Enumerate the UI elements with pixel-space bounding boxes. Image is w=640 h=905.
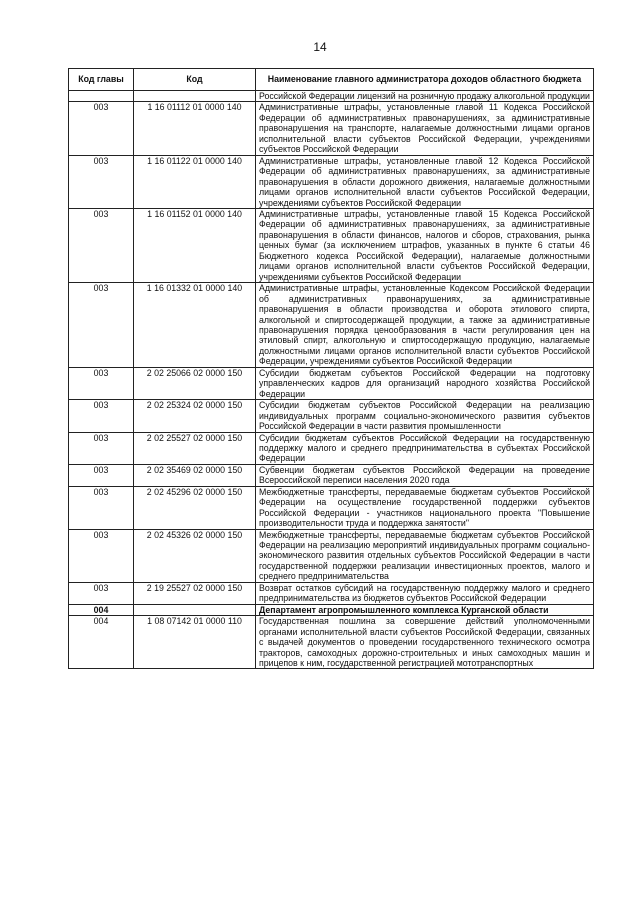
cell-name: Субсидии бюджетам субъектов Российской Федерации на подготовку управленческих кадров для организаций народного хозяйства Российской Федерации (256, 367, 594, 399)
table-row (69, 529, 594, 582)
cell-name: Административные штрафы, установленные главой 15 Кодекса Российской Федерации об административных правонарушениях, за административные правонарушения в области финансов, налогов и сборов, страхования, рынка ценных бумаг (за исключением штрафов, указанных в пункте 6 статьи 46 Бюджетного кодекса Российской Федерации), налагаемые должностными лицами органов исполнительной власти субъектов Российской Федерации, учреждениями субъектов Российской Федерации (256, 208, 594, 282)
cell-code: 1 08 07142 01 0000 110 (134, 616, 256, 669)
page-number: 14 (313, 40, 327, 54)
table-row (69, 486, 594, 529)
table-body (69, 91, 594, 669)
cell-head-code: 004 (69, 604, 134, 615)
cell-head-code: 003 (69, 102, 134, 155)
cell-code: 2 02 45326 02 0000 150 (134, 529, 256, 582)
table-row (69, 367, 594, 399)
table-row (69, 283, 594, 368)
cell-head-code: 003 (69, 464, 134, 486)
cell-head-code: 003 (69, 400, 134, 432)
cell-head-code: 003 (69, 582, 134, 604)
cell-code (134, 91, 256, 102)
cell-head-code: 003 (69, 486, 134, 529)
table-row (69, 616, 594, 669)
cell-code: 2 02 25324 02 0000 150 (134, 400, 256, 432)
cell-name: Административные штрафы, установленные главой 11 Кодекса Российской Федерации об административных правонарушениях, за административные правонарушения на транспорте, налагаемые должностными лицами органов исполнительной власти субъектов Российской Федерации, учреждениями субъектов Российской Федерации (256, 102, 594, 155)
cell-head-code: 003 (69, 208, 134, 282)
cell-name: Государственная пошлина за совершение действий уполномоченными органами исполнительной власти субъектов Российской Федерации, связанных с выдачей документов о проведении государственного технического осмотра тракторов, самоходных дорожно-строительных и иных самоходных машин и прицепов к ним, государственной регистрацией мототранспортных (256, 616, 594, 669)
cell-code (134, 604, 256, 615)
table-row (69, 432, 594, 464)
header-code: Код (134, 69, 256, 91)
table-row (69, 155, 594, 208)
table-row (69, 102, 594, 155)
cell-name: Межбюджетные трансферты, передаваемые бюджетам субъектов Российской Федерации на осуществление государственной поддержки субъектов Российской Федерации - участников национального проекта "Повышение производительности труда и поддержка занятости" (256, 486, 594, 529)
cell-code: 1 16 01122 01 0000 140 (134, 155, 256, 208)
header-name: Наименование главного администратора доходов областного бюджета (256, 69, 594, 91)
cell-code: 2 02 35469 02 0000 150 (134, 464, 256, 486)
cell-name: Административные штрафы, установленные главой 12 Кодекса Российской Федерации об административных правонарушениях, за административные правонарушения в области дорожного движения, налагаемые должностными лицами органов исполнительной власти субъектов Российской Федерации, учреждениями субъектов Российской Федерации (256, 155, 594, 208)
cell-code: 2 02 25527 02 0000 150 (134, 432, 256, 464)
table-row (69, 208, 594, 282)
cell-name: Субвенции бюджетам субъектов Российской Федерации на проведение Всероссийской переписи населения 2020 года (256, 464, 594, 486)
section-row (69, 604, 594, 615)
cell-head-code: 003 (69, 155, 134, 208)
cell-head-code (69, 91, 134, 102)
cell-name: Возврат остатков субсидий на государственную поддержку малого и среднего предпринимательства из бюджетов субъектов Российской Федерации (256, 582, 594, 604)
table-row (69, 91, 594, 102)
cell-code: 1 16 01332 01 0000 140 (134, 283, 256, 368)
cell-code: 2 19 25527 02 0000 150 (134, 582, 256, 604)
cell-head-code: 004 (69, 616, 134, 669)
cell-head-code: 003 (69, 432, 134, 464)
cell-name: Административные штрафы, установленные Кодексом Российской Федерации об административных правонарушениях, за административные правонарушения в области производства и оборота этилового спирта, алкогольной и спиртосодержащей продукции, а также за административные правонарушения порядка ценообразования в части регулирования цен на этиловый спирт, алкогольную и спиртосодержащую продукцию, налагаемые должностными лицами органов исполнительной власти субъектов Российской Федерации, учреждениями субъектов Российской Федерации (256, 283, 594, 368)
table-header-row (69, 69, 594, 91)
header-head-code: Код главы (69, 69, 134, 91)
cell-name: Департамент агропромышленного комплекса Курганской области (256, 604, 594, 615)
revenue-administrators-table (68, 68, 594, 669)
cell-name: Субсидии бюджетам субъектов Российской Федерации на государственную поддержку малого и среднего предпринимательства в субъектах Российской Федерации (256, 432, 594, 464)
cell-head-code: 003 (69, 529, 134, 582)
cell-name: Межбюджетные трансферты, передаваемые бюджетам субъектов Российской Федерации на реализацию мероприятий индивидуальных программ социально-экономического развития отдельных субъектов Российской Федерации в части государственной поддержки реализации инвестиционных проектов, малого и среднего предпринимательства (256, 529, 594, 582)
table-row (69, 582, 594, 604)
cell-code: 1 16 01112 01 0000 140 (134, 102, 256, 155)
cell-head-code: 003 (69, 283, 134, 368)
table-row (69, 400, 594, 432)
cell-head-code: 003 (69, 367, 134, 399)
cell-code: 2 02 45296 02 0000 150 (134, 486, 256, 529)
cell-name: Субсидии бюджетам субъектов Российской Федерации на реализацию индивидуальных программ социально-экономического развития субъектов Российской Федерации в части развития промышленности (256, 400, 594, 432)
table-row (69, 464, 594, 486)
cell-code: 2 02 25066 02 0000 150 (134, 367, 256, 399)
cell-code: 1 16 01152 01 0000 140 (134, 208, 256, 282)
cell-name: Российской Федерации лицензий на розничную продажу алкогольной продукции (256, 91, 594, 102)
